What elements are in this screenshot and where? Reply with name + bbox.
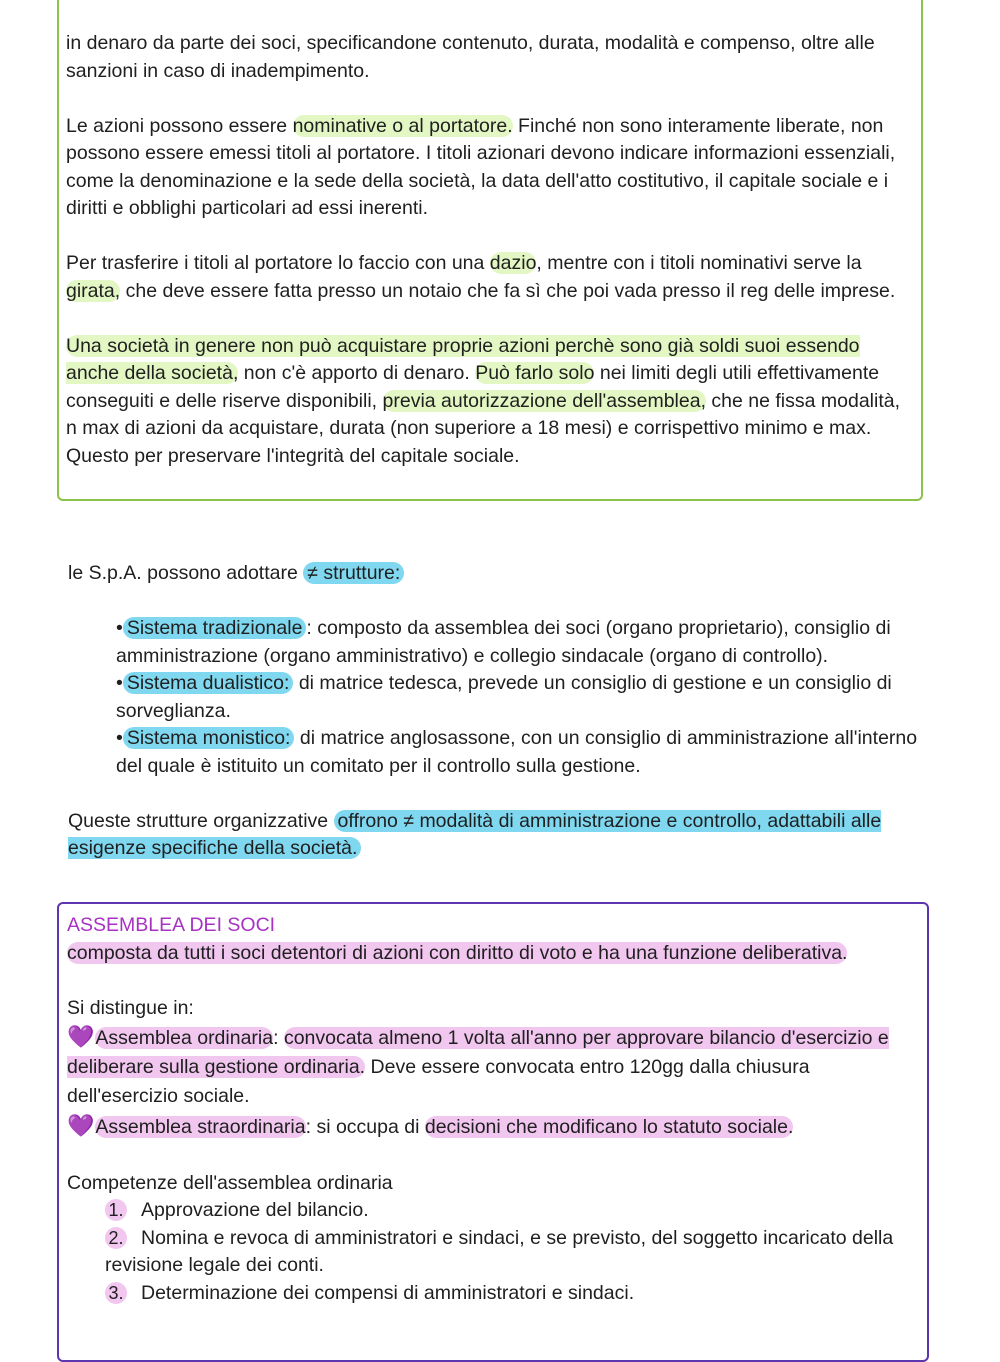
- text: che deve essere fatta presso un notaio che fa sì che poi vada presso il reg delle imprese.: [120, 279, 896, 302]
- structures-intro: [68, 560, 938, 588]
- list-number: 1.: [105, 1199, 127, 1221]
- highlight-summary: offrono ≠ modalità di amministrazione e controllo, adattabili alle esigenze specifiche della società.: [68, 809, 882, 859]
- text: le S.p.A. possono adottare: [68, 562, 298, 584]
- paragraph-trasferimento: [66, 250, 906, 305]
- bullet: •: [116, 727, 123, 749]
- list-number: 2.: [105, 1227, 127, 1249]
- purple-heart-icon: 💜: [67, 1024, 95, 1049]
- text: di matrice tedesca, prevede un consiglio di gestione e un consiglio di sorveglianza.: [116, 672, 892, 722]
- structures-summary: [68, 808, 938, 863]
- highlight-strutture: ≠ strutture:: [303, 562, 404, 584]
- text: che ne fissa modalità, n max di azioni da acquistare, durata (non superiore a 18 mesi) e corrispettivo minimo e max. Questo per preservare l'integrità del capitale sociale.: [66, 389, 901, 467]
- structure-item-dualistico: [68, 670, 938, 725]
- highlight-ordinaria-label: Assemblea ordinaria: [95, 1027, 274, 1049]
- text: Approvazione del bilancio.: [141, 1199, 369, 1221]
- purple-heart-icon: 💜: [67, 1113, 95, 1138]
- highlight-desc: composta da tutti i soci detentori di azioni con diritto di voto e ha una funzione deliberativa.: [67, 941, 848, 964]
- highlight-ordinaria: convocata almeno 1 volta all'anno per approvare bilancio d'esercizio e deliberare sulla gestione ordinaria.: [67, 1027, 889, 1078]
- text: composto da assemblea dei soci (organo proprietario), consiglio di amministrazione (organo amministrativo) e collegio sindacale (organo di controllo).: [116, 617, 891, 667]
- text: Le azioni possono essere: [66, 114, 293, 137]
- competenze-title: Competenze dell'assemblea ordinaria: [67, 1171, 393, 1194]
- text: :: [306, 617, 312, 639]
- highlight-societa: Una società in genere non può acquistare proprie azioni perchè sono già soldi suoi essendo anche della società,: [66, 334, 860, 384]
- list-item: [67, 1225, 922, 1280]
- text: Deve essere convocata entro 120gg dalla chiusura dell'esercizio sociale.: [67, 1056, 810, 1107]
- highlight-dazio: dazio: [489, 252, 537, 274]
- distinguish-label: Si distingue in:: [67, 996, 194, 1019]
- highlight-monistico: Sistema monistico:: [123, 727, 295, 749]
- list-item: [67, 1197, 922, 1225]
- structure-item-monistico: [68, 725, 938, 780]
- assembly-desc: [67, 940, 922, 968]
- assembly-ordinaria: [67, 1022, 922, 1111]
- highlight-nominative: nominative o al portatore.: [292, 114, 513, 137]
- text: Finché non sono interamente liberate, non possono essere emessi titoli al portatore. I titoli azionari devono indicare informazioni essenziali, come la denominazione e la sede della società, la data dell'atto costitutivo, il capitale sociale e i diritti e obblighi particolari ad essi inerenti.: [66, 114, 896, 219]
- assembly-section: [67, 912, 922, 1307]
- structure-item-tradizionale: [68, 615, 938, 670]
- structures-section: [68, 560, 938, 863]
- text: Nomina e revoca di amministratori e sindaci, e se previsto, del soggetto incaricato della revisione legale dei conti.: [105, 1226, 894, 1276]
- text: non c'è apporto di denaro.: [238, 362, 476, 384]
- highlight-autorizzazione: previa autorizzazione dell'assemblea,: [382, 389, 706, 412]
- paragraph-azioni: [66, 113, 906, 223]
- highlight-dualistico: Sistema dualistico:: [123, 672, 294, 694]
- assembly-title: ASSEMBLEA DEI SOCI: [67, 914, 276, 936]
- text: nei limiti degli utili effettivamente conseguiti e delle riserve disponibili,: [66, 362, 880, 412]
- paragraph-sanzioni: in denaro da parte dei soci, specificandone contenuto, durata, modalità e compenso, oltre alle sanzioni in caso di inadempimento.: [66, 32, 875, 82]
- list-item: [67, 1280, 922, 1308]
- assembly-straordinaria: [67, 1111, 922, 1142]
- text: :: [273, 1027, 284, 1049]
- bullet: •: [116, 617, 123, 639]
- text: di matrice anglosassone, con un consiglio di amministrazione all'interno del quale è istituito un comitato per il controllo sulla gestione.: [116, 727, 918, 777]
- highlight-puo-farlo: Può farlo solo: [475, 362, 595, 384]
- highlight-straordinaria: decisioni che modificano lo statuto sociale.: [424, 1116, 794, 1138]
- list-number: 3.: [105, 1282, 127, 1304]
- text: Determinazione dei compensi di amministratori e sindaci.: [141, 1281, 635, 1304]
- highlight-girata: girata,: [66, 279, 121, 302]
- paragraph-azioni-proprie: [66, 333, 906, 471]
- highlight-straordinaria-label: Assemblea straordinaria: [95, 1116, 306, 1138]
- green-box-content: [66, 30, 906, 470]
- text: : si occupa di: [305, 1116, 425, 1138]
- text: Queste strutture organizzative: [68, 809, 334, 832]
- highlight-tradizionale: Sistema tradizionale: [123, 617, 307, 639]
- text: , mentre con i titoli nominativi serve la: [536, 252, 862, 274]
- bullet: •: [116, 672, 123, 694]
- text: Per trasferire i titoli al portatore lo faccio con una: [66, 252, 490, 274]
